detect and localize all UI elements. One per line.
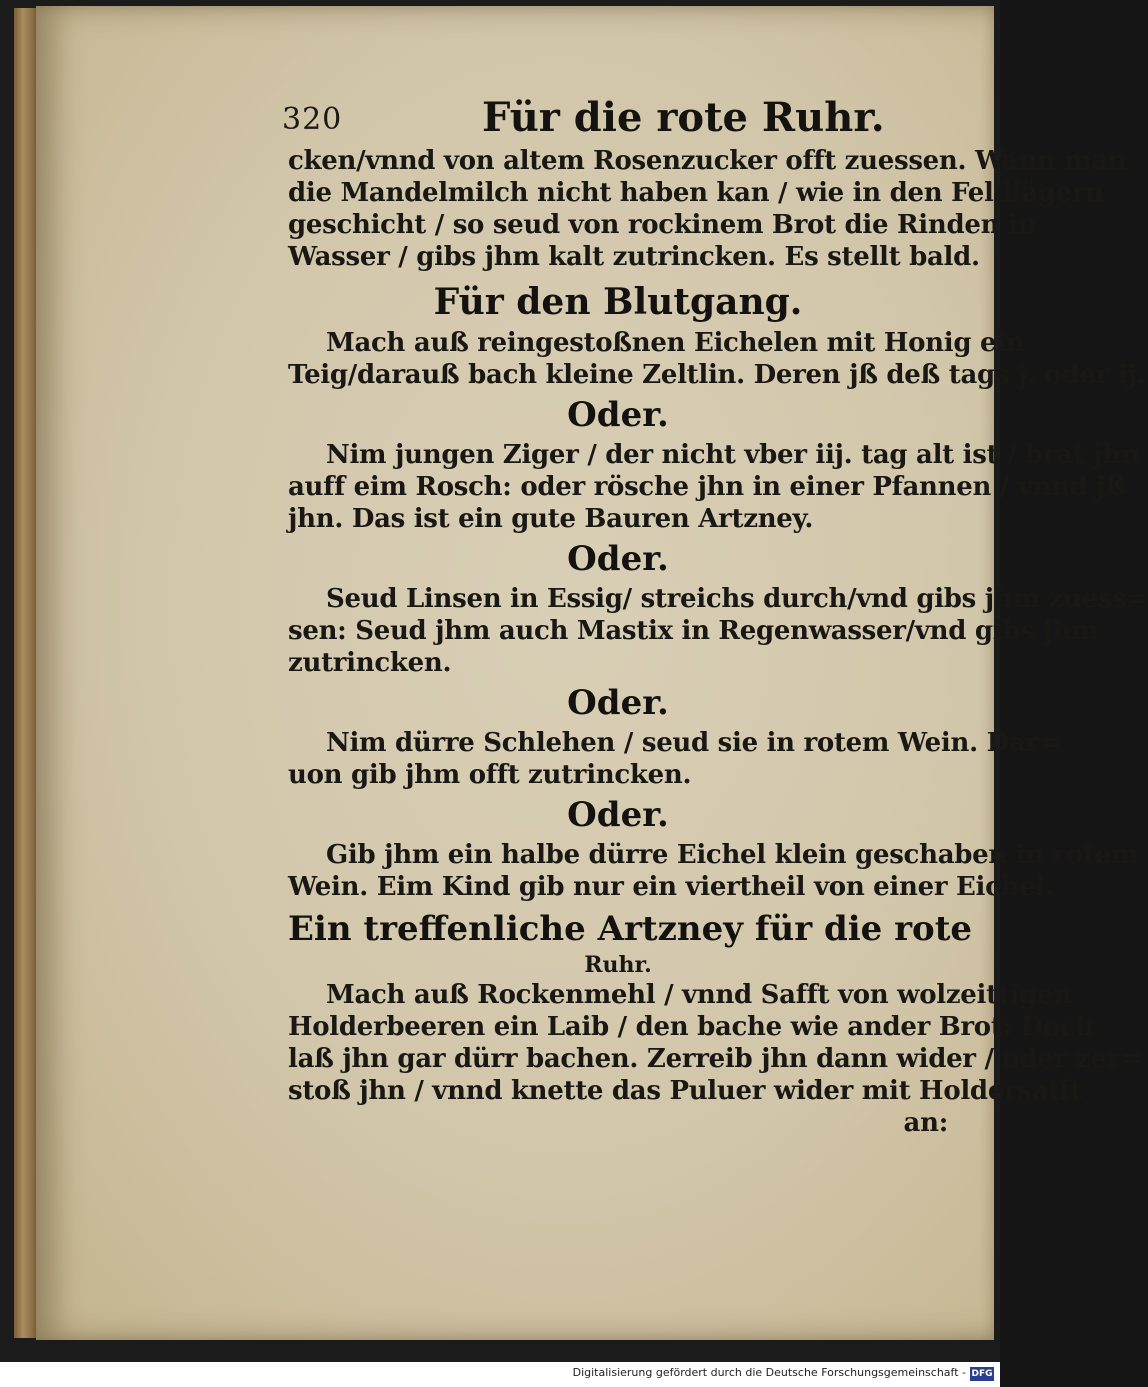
funding-notice: Digitalisierung gefördert durch die Deutsche Forschungsgemeinschaft - — [572, 1366, 966, 1379]
oder-heading: Oder. — [567, 539, 669, 579]
text-line: laß jhn gar dürr bachen. Zerreib jhn dann wider / oder zer= — [288, 1044, 1142, 1074]
oder-heading: Oder. — [567, 395, 669, 435]
text-line: Holderbeeren ein Laib / den bache wie ander Brot: Doch — [288, 1012, 1095, 1042]
text-line: Gib jhm ein halbe dürre Eichel klein geschaben in rotem — [326, 840, 1139, 870]
page-number: 320 — [282, 102, 343, 137]
text-line: die Mandelmilch nicht haben kan / wie in den Feldlägern — [288, 178, 1104, 208]
text-line: Wein. Eim Kind gib nur ein viertheil von einer Eichel. — [288, 872, 1054, 902]
running-head — [282, 92, 962, 148]
footer-bar — [0, 1362, 1000, 1387]
text-line: Wasser / gibs jhm kalt zutrincken. Es stellt bald. — [288, 242, 980, 272]
text-line: Teig/darauß bach kleine Zeltlin. Deren jß deß tags j. oder ij. — [288, 360, 1146, 390]
text-line: uon gib jhm offt zutrincken. — [288, 760, 692, 790]
section-heading-blutgang: Für den Blutgang. — [433, 281, 803, 323]
oder-heading: Oder. — [567, 795, 669, 835]
text-line: Mach auß Rockenmehl / vnnd Safft von wolzeittigen — [326, 980, 1072, 1010]
section-heading-continuation: Ruhr. — [584, 952, 652, 978]
text-line: cken/vnnd von altem Rosenzucker offt zuessen. Wann man — [288, 146, 1127, 176]
dfg-logo-icon: DFG — [971, 1369, 993, 1379]
text-line: Nim jungen Ziger / der nicht vber iij. tag alt ist / brat jhn — [326, 440, 1140, 470]
text-line: sen: Seud jhm auch Mastix in Regenwasser/vnd gibs jhm — [288, 616, 1099, 646]
catchword: an: — [903, 1108, 948, 1138]
text-line: auff eim Rosch: oder rösche jhn in einer Pfannen / vnnd jß — [288, 472, 1125, 502]
running-title: Für die rote Ruhr. — [482, 94, 885, 141]
text-line: zutrincken. — [288, 648, 452, 678]
oder-heading: Oder. — [567, 683, 669, 723]
text-line: Seud Linsen in Essig/ streichs durch/vnd gibs jhm zuess= — [326, 584, 1148, 614]
text-line: geschicht / so seud von rockinem Brot die Rinden in — [288, 210, 1037, 240]
text-line: stoß jhn / vnnd knette das Puluer wider mit Holdersafft — [288, 1076, 1082, 1106]
text-line: Nim dürre Schlehen / seud sie in rotem Wein. Dar= — [326, 728, 1061, 758]
page-text — [288, 145, 1148, 1139]
section-heading-artzney: Ein treffenliche Artzney für die rote — [288, 909, 973, 949]
text-line: jhn. Das ist ein gute Bauren Artzney. — [288, 504, 814, 534]
text-line: Mach auß reingestoßnen Eichelen mit Honig ein — [326, 328, 1025, 358]
